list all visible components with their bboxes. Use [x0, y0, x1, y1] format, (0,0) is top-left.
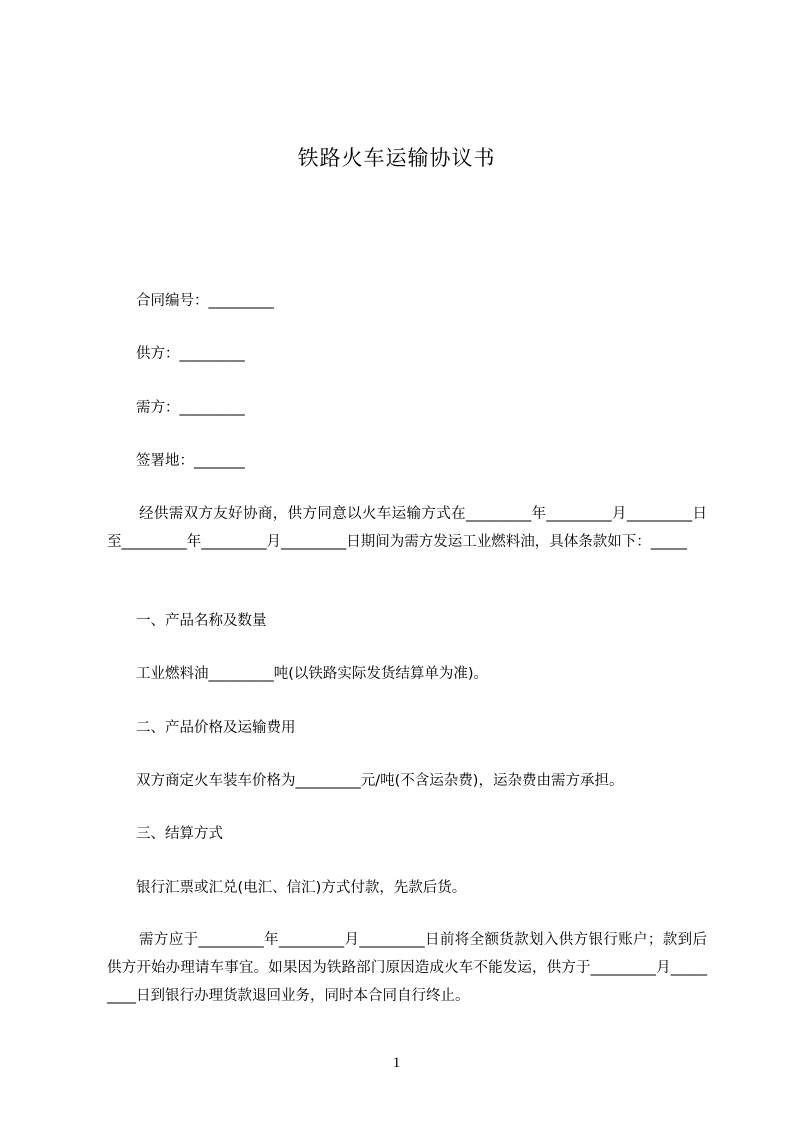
buyer-line: 需方：_________	[136, 400, 245, 416]
contract-number-line: 合同编号：_________	[136, 293, 274, 309]
document-title: 铁路火车运输协议书	[297, 146, 496, 170]
supplier-line: 供方：_________	[136, 346, 245, 362]
section-2-heading: 二、产品价格及运输费用	[136, 720, 296, 736]
section-1-text: 工业燃料油_________吨(以铁路实际发货结算单为准)。	[136, 666, 489, 682]
section-3-heading: 三、结算方式	[136, 826, 223, 842]
section-3-text: 银行汇票或汇兑(电汇、信汇)方式付款，先款后货。	[136, 880, 467, 896]
payment-paragraph: 需方应于_________年_________月_________日前将全额货款划入供方银行账户；款到后供方开始办理请车事宜。如果因为铁路部门原因造成火车不能发运，供方于_________月_________日到银行办理货款退回业务，同时本合同自行终止。	[107, 932, 707, 1004]
section-1-heading: 一、产品名称及数量	[136, 613, 267, 629]
section-2-text: 双方商定火车装车价格为_________元/吨(不含运杂费)，运杂费由需方承担。	[136, 773, 624, 789]
page-number: 1	[392, 1055, 401, 1071]
intro-paragraph: 经供需双方友好协商，供方同意以火车运输方式在_________年_________月_________日至_________年_________月_________日期间为需方发运工业燃料油，具体条款如下：_____	[107, 506, 707, 550]
sign-place-line: 签署地：_______	[136, 453, 245, 469]
